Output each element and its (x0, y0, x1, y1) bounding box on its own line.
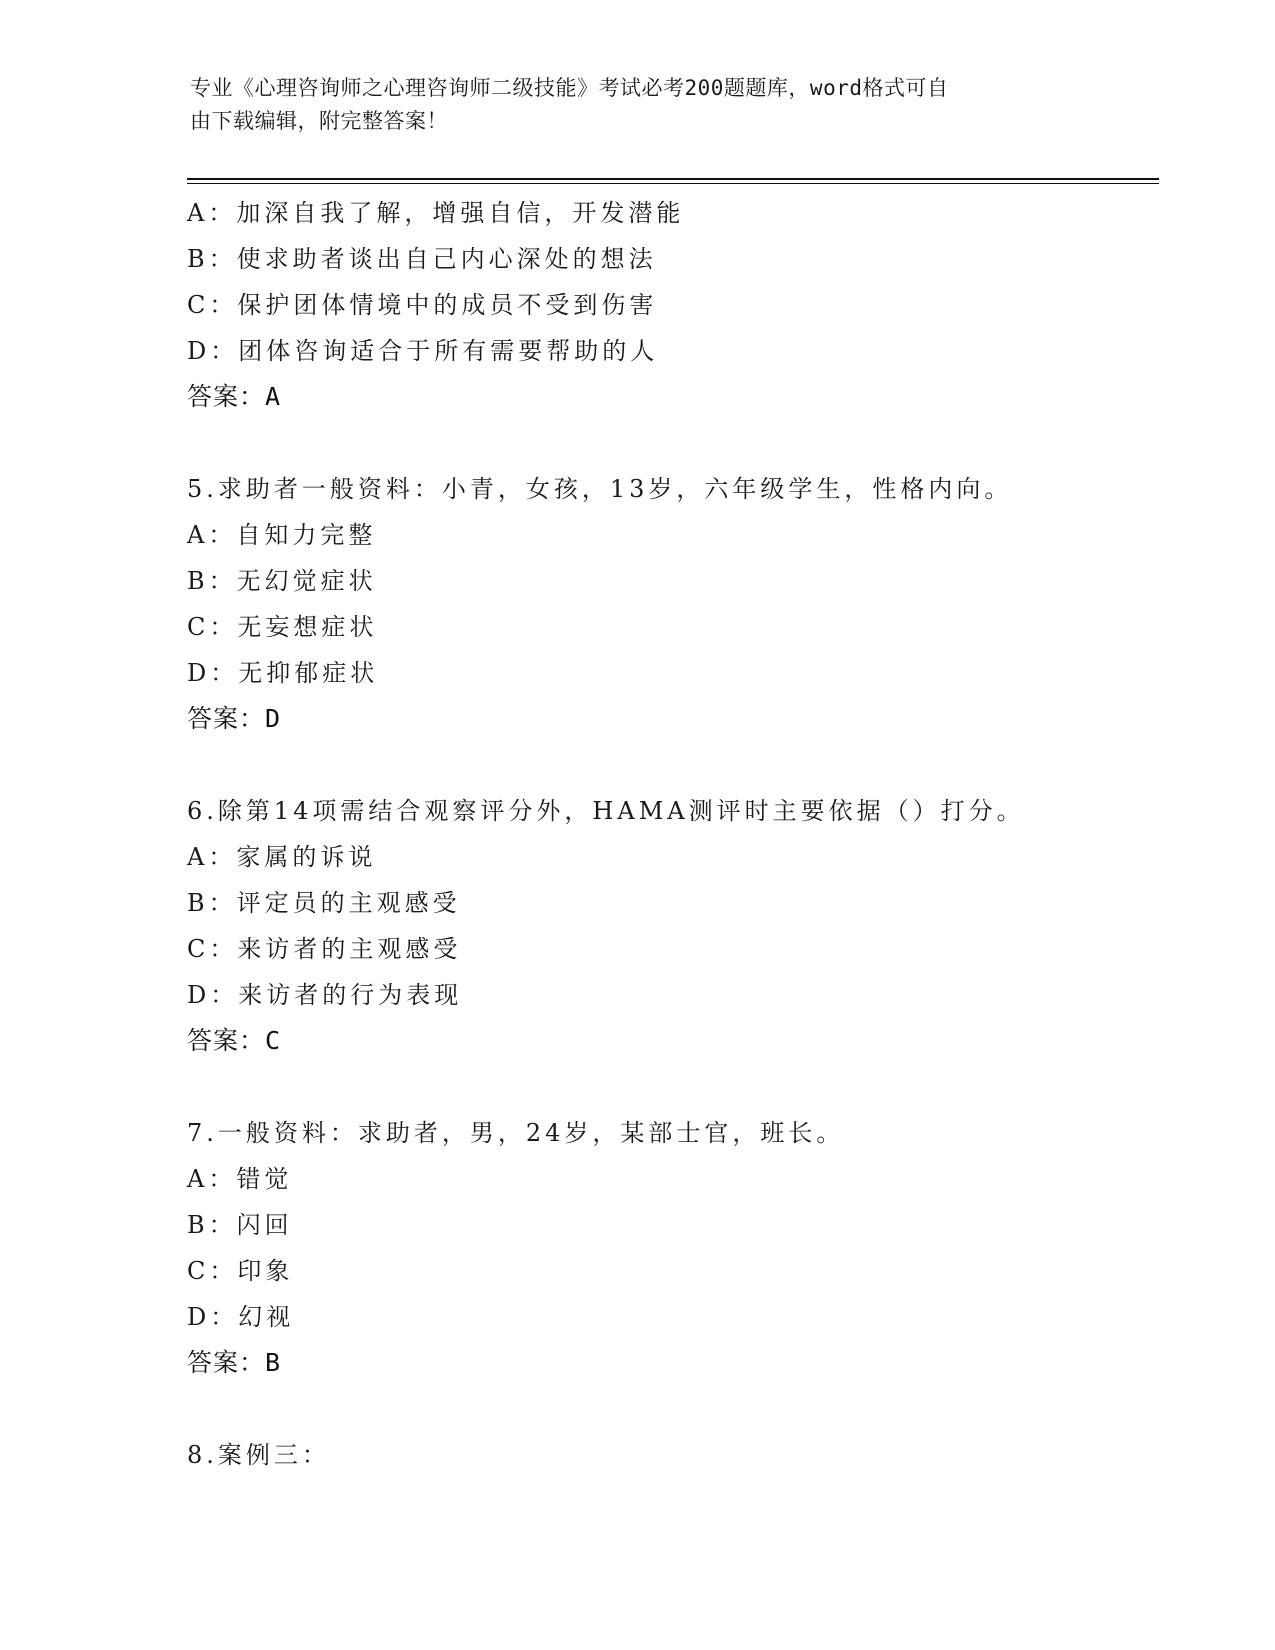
header-divider-thin (187, 183, 1159, 184)
spacer (187, 742, 1167, 788)
question-text: 8.案例三： (187, 1441, 330, 1469)
question-block (187, 1110, 1167, 1386)
question-block (187, 190, 1167, 420)
question-text: 6.除第14项需结合观察评分外，HAMA测评时主要依据（）打分。 (187, 797, 1025, 825)
question-block (187, 466, 1167, 742)
answer-line: 答案：C (187, 1026, 282, 1055)
question-block (187, 1432, 1167, 1478)
option-a: A：自知力完整 (187, 521, 377, 549)
question-list (187, 190, 1167, 1478)
spacer (187, 1386, 1167, 1432)
answer-line: 答案：A (187, 382, 282, 411)
option-b: B：使求助者谈出自己内心深处的想法 (187, 245, 657, 273)
option-b: B：评定员的主观感受 (187, 889, 461, 917)
option-d: D：幻视 (187, 1303, 295, 1331)
question-text: 7.一般资料：求助者，男，24岁，某部士官，班长。 (187, 1119, 845, 1147)
spacer (187, 420, 1167, 466)
document-header (190, 72, 1070, 138)
option-c: C：印象 (187, 1257, 294, 1285)
header-line-1: 专业《心理咨询师之心理咨询师二级技能》考试必考200题题库，word格式可自 (190, 76, 949, 100)
option-c: C：来访者的主观感受 (187, 935, 462, 963)
option-d: D：团体咨询适合于所有需要帮助的人 (187, 337, 659, 365)
option-a: A：家属的诉说 (187, 843, 377, 871)
spacer (187, 1064, 1167, 1110)
question-block (187, 788, 1167, 1064)
option-c: C：保护团体情境中的成员不受到伤害 (187, 291, 658, 319)
option-b: B：无幻觉症状 (187, 567, 377, 595)
question-text: 5.求助者一般资料：小青，女孩，13岁，六年级学生，性格内向。 (187, 475, 1013, 503)
answer-line: 答案：B (187, 1348, 282, 1377)
option-a: A：错觉 (187, 1165, 293, 1193)
header-line-2: 由下载编辑，附完整答案！ (190, 109, 448, 133)
answer-line: 答案：D (187, 704, 282, 733)
option-d: D：无抑郁症状 (187, 659, 379, 687)
option-c: C：无妄想症状 (187, 613, 378, 641)
option-a: A：加深自我了解，增强自信，开发潜能 (187, 199, 685, 227)
option-b: B：闪回 (187, 1211, 293, 1239)
option-d: D：来访者的行为表现 (187, 981, 463, 1009)
header-divider-thick (187, 178, 1159, 180)
